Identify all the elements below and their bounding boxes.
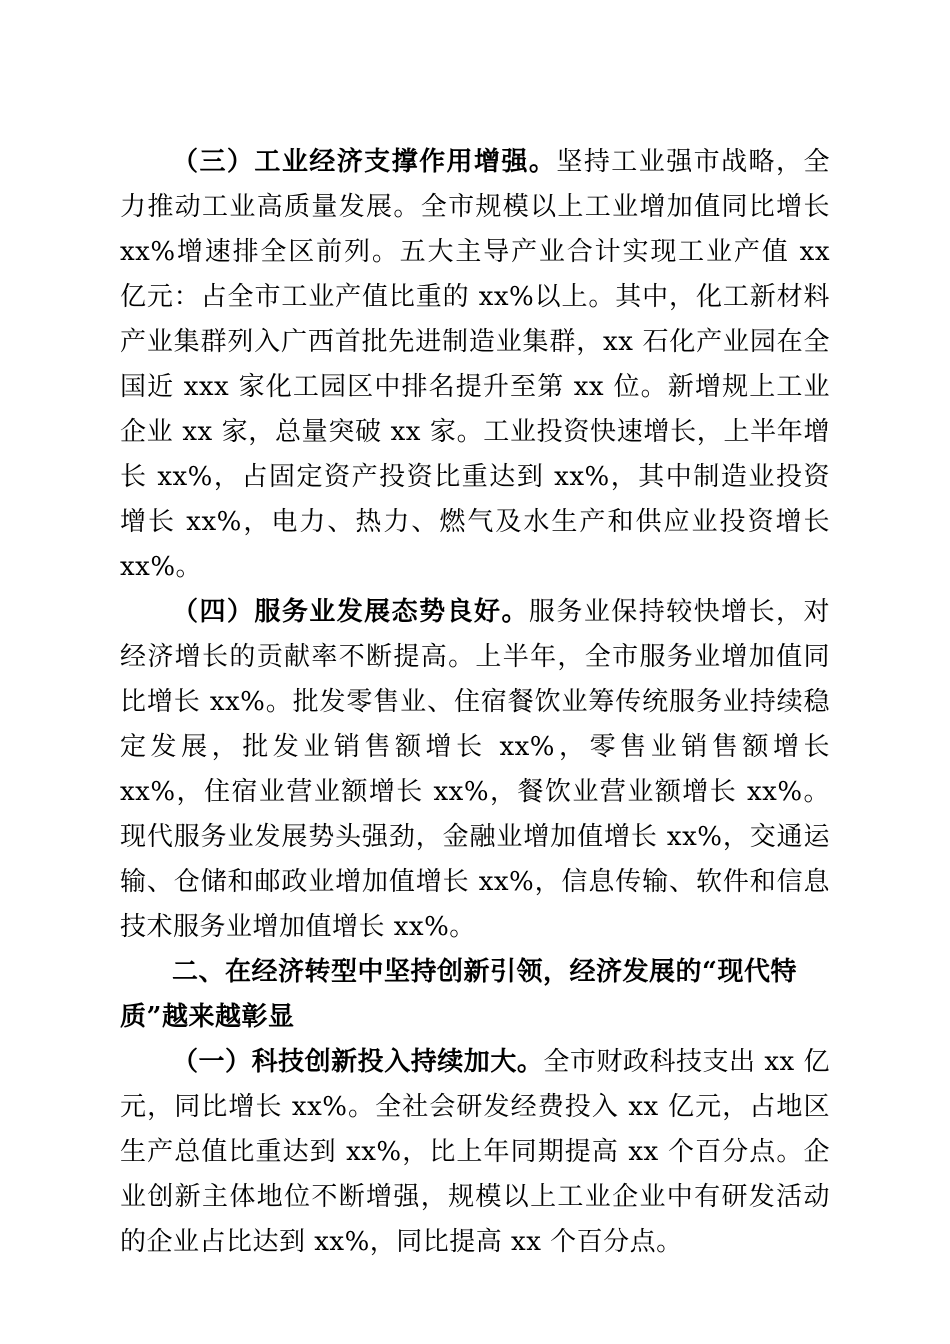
paragraph-lead: （一）科技创新投入持续加大。 <box>172 1047 544 1077</box>
document-page <box>120 140 830 1265</box>
paragraph-body: 全市财政科技支出 xx 亿元，同比增长 xx%。全社会研发经费投入 xx 亿元，占地区生产总值比重达到 xx%，比上年同期提高 xx 个百分点。企业创新主体地位不断增强，规模以上工业企业中有研发活动的企业占比达到 xx%，同比提高 xx 个百分点。 <box>120 1047 830 1257</box>
paragraph-body: 坚持工业强市战略，全力推动工业高质量发展。全市规模以上工业增加值同比增长 xx%增速排全区前列。五大主导产业合计实现工业产值 xx 亿元：占全市工业产值比重的 xx%以上。其中，化工新材料产业集群列入广西首批先进制造业集群，xx 石化产业园在全国近 xxx 家化工园区中排名提升至第 xx 位。新增规上工业企业 xx 家，总量突破 xx 家。工业投资快速增长，上半年增长 xx%，占固定资产投资比重达到 xx%，其中制造业投资增长 xx%，电力、热力、燃气及水生产和供应业投资增长 xx%。 <box>120 147 830 582</box>
paragraph-industry <box>120 140 830 590</box>
paragraph-body: 服务业保持较快增长，对经济增长的贡献率不断提高。上半年，全市服务业增加值同比增长 xx%。批发零售业、住宿餐饮业筹传统服务业持续稳定发展，批发业销售额增长 xx%，零售业销售额增长 xx%，住宿业营业额增长 xx%，餐饮业营业额增长 xx%。现代服务业发展势头强劲，金融业增加值增长 xx%，交通运输、仓储和邮政业增加值增长 xx%，信息传输、软件和信息技术服务业增加值增长 xx%。 <box>120 597 830 942</box>
section-heading: 二、在经济转型中坚持创新引领，经济发展的“现代特质”越来越彰显 <box>120 957 797 1032</box>
paragraph-services <box>120 590 830 950</box>
paragraph-lead: （四）服务业发展态势良好。 <box>172 597 529 627</box>
paragraph-lead: （三）工业经济支撑作用增强。 <box>172 147 557 177</box>
paragraph-innovation <box>120 1040 830 1265</box>
